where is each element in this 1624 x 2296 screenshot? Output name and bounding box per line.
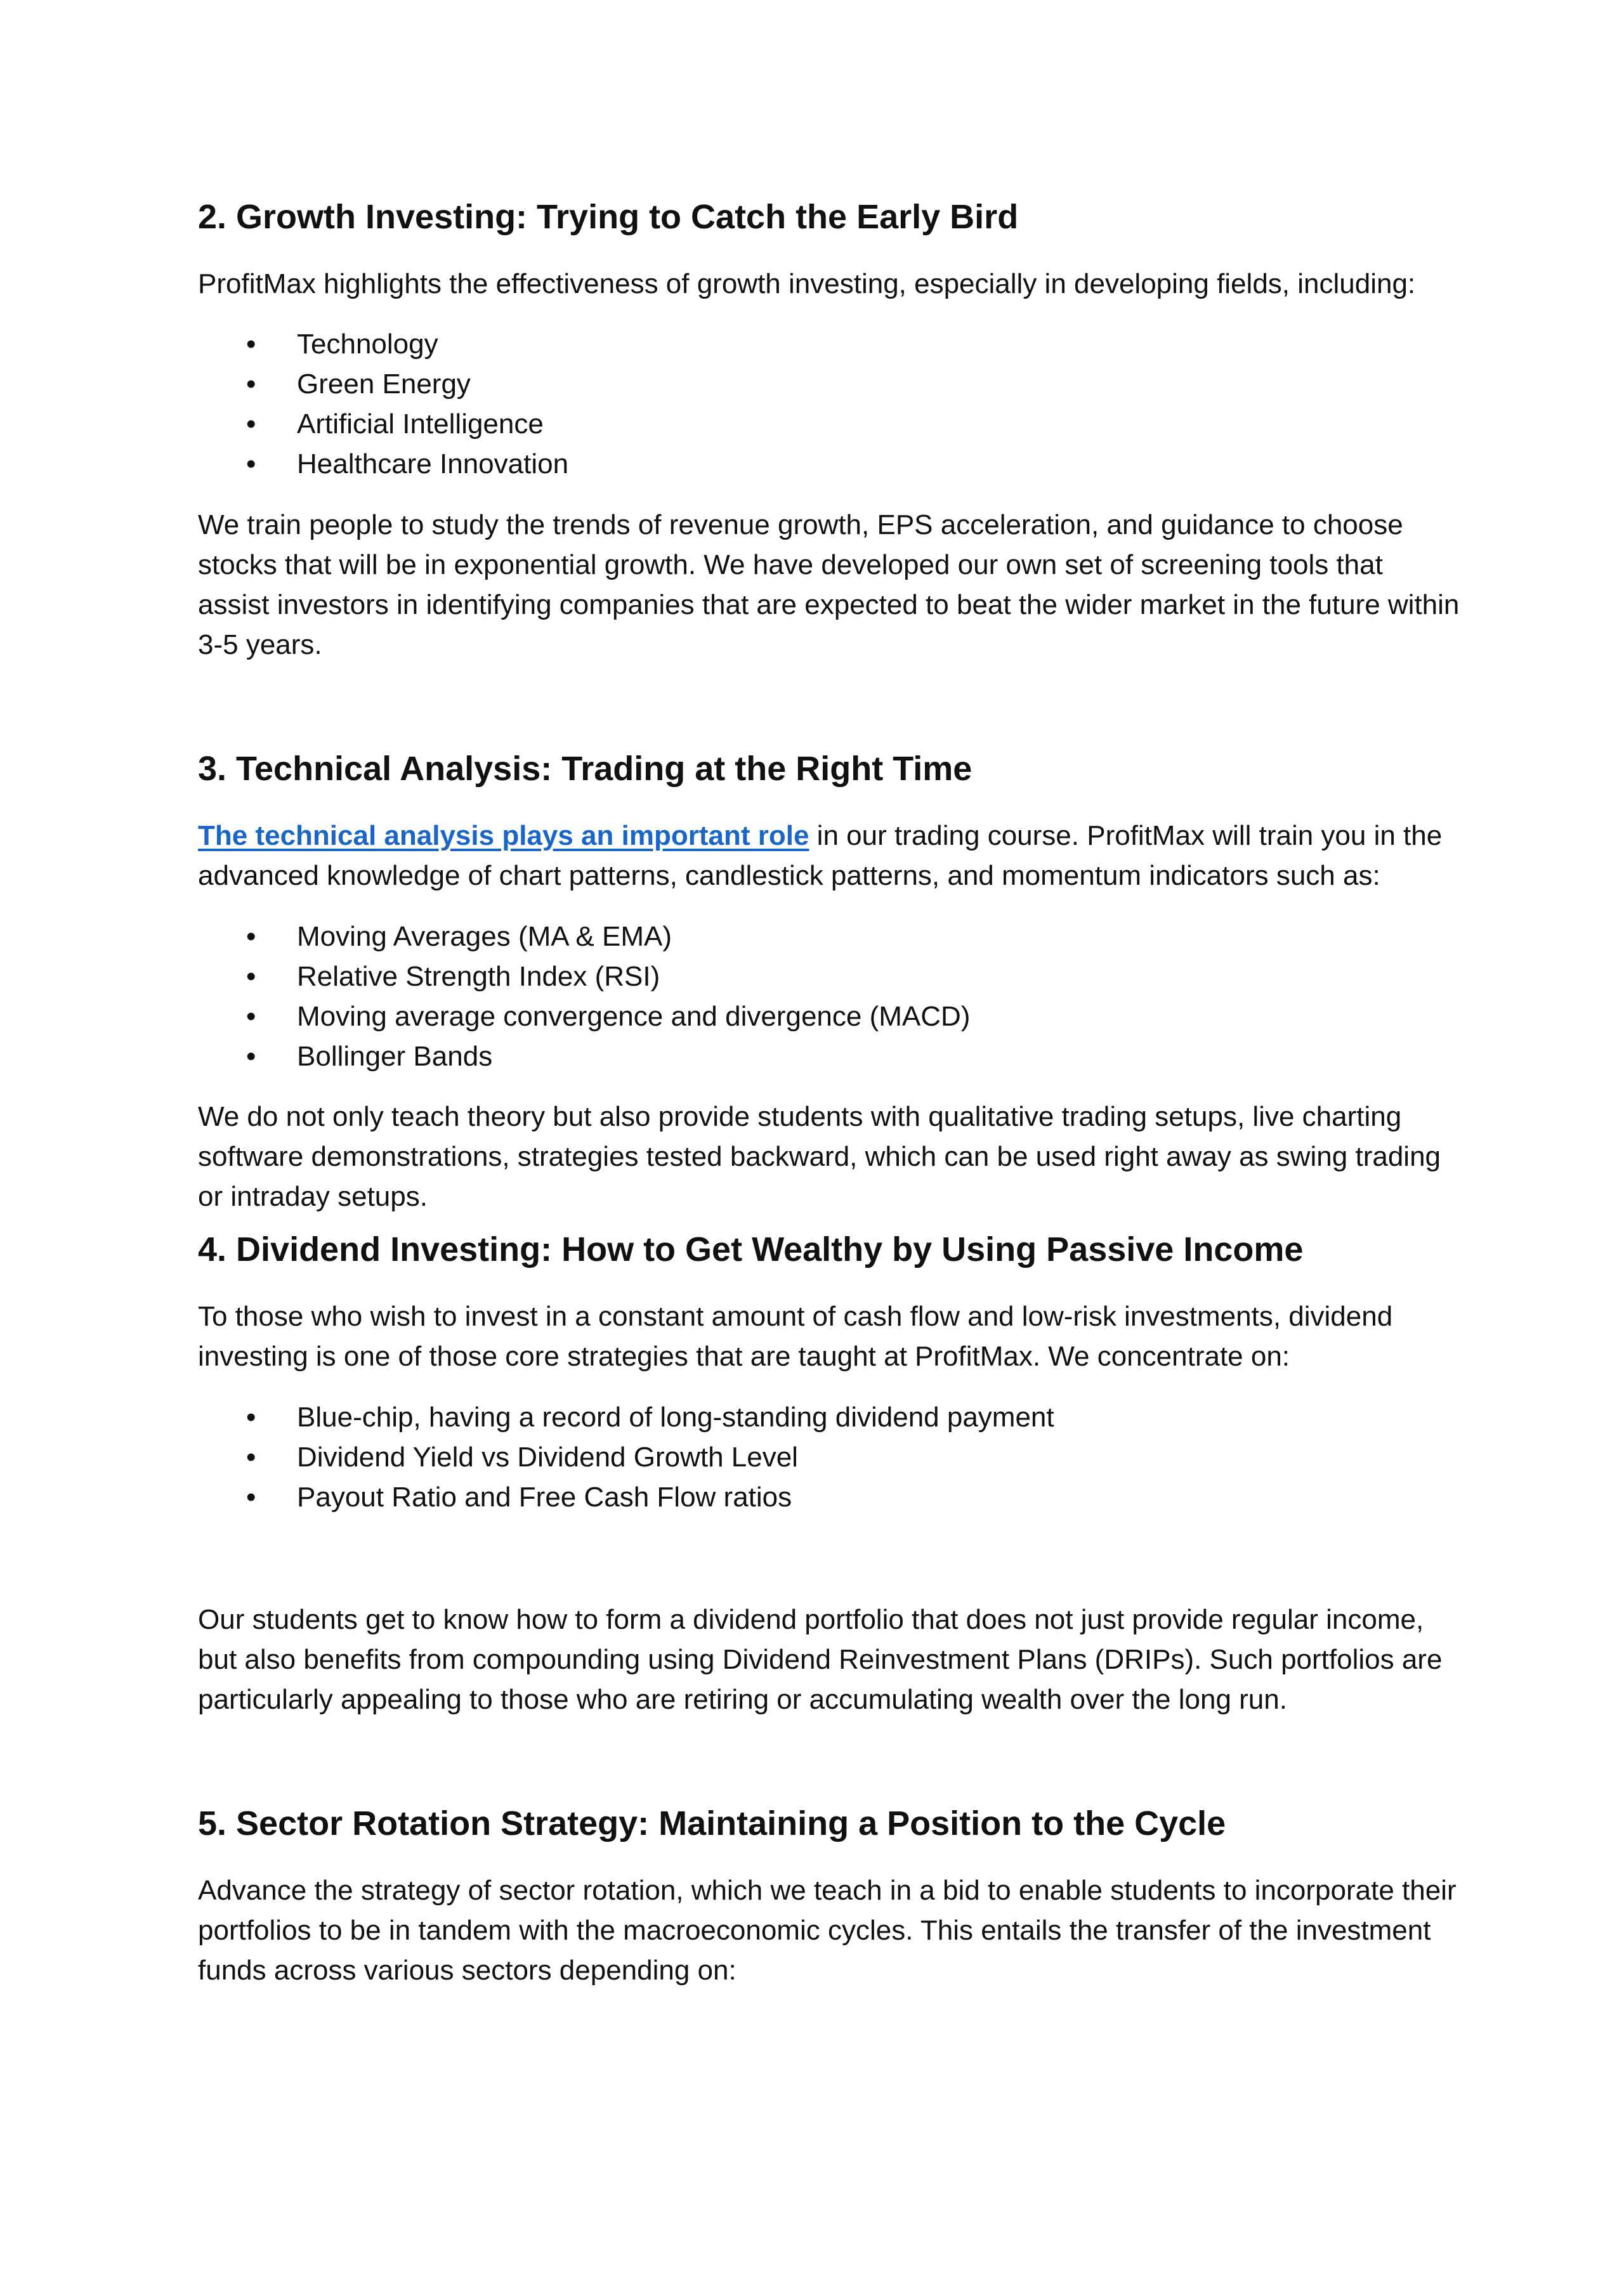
section-intro-dividend-investing: To those who wish to invest in a constant amount of cash flow and low-risk investments, dividend investing is one of those core strategies that are taught at ProfitMax. We concentrate on:: [198, 1301, 1393, 1372]
document-content: [198, 194, 1460, 1990]
section-body-growth-investing: We train people to study the trends of revenue growth, EPS acceleration, and guidance to choose stocks that will be in exponential growth. We have developed our own set of screening tools that assist investors in identifying companies that are expected to beat the wider market in the future within 3-5 years.: [198, 509, 1460, 660]
list-item: • Moving Averages (MA & EMA): [198, 916, 1460, 956]
list-item: • Relative Strength Index (RSI): [198, 956, 1460, 996]
list-item: • Bollinger Bands: [198, 1036, 1460, 1076]
section-heading-sector-rotation: 5. Sector Rotation Strategy: Maintaining a Position to the Cycle: [198, 1804, 1226, 1843]
list-item: • Green Energy: [198, 364, 1460, 404]
section-intro-growth-investing: ProfitMax highlights the effectiveness of growth investing, especially in developing fields, including:: [198, 268, 1416, 299]
list-item: • Payout Ratio and Free Cash Flow ratios: [198, 1477, 1460, 1517]
section-heading-technical-analysis: 3. Technical Analysis: Trading at the Right Time: [198, 750, 972, 788]
list-item: • Healthcare Innovation: [198, 444, 1460, 484]
bullet-list-indicators: [198, 916, 1460, 1076]
section-heading-dividend-investing: 4. Dividend Investing: How to Get Wealthy by Using Passive Income: [198, 1230, 1304, 1269]
section-body-technical-analysis: We do not only teach theory but also provide students with qualitative trading setups, live charting software demonstrations, strategies tested backward, which can be used right away as swing trading or intraday setups.: [198, 1101, 1441, 1212]
section-heading-growth-investing: 2. Growth Investing: Trying to Catch the Early Bird: [198, 198, 1019, 236]
list-item: • Moving average convergence and divergence (MACD): [198, 996, 1460, 1036]
bullet-list-growth-fields: [198, 324, 1460, 484]
section-intro-sector-rotation: Advance the strategy of sector rotation, which we teach in a bid to enable students to incorporate their portfolios to be in tandem with the macroeconomic cycles. This entails the transfer of the investment funds across various sectors depending on:: [198, 1875, 1457, 1986]
list-item: • Artificial Intelligence: [198, 404, 1460, 444]
bullet-list-dividend-focus: [198, 1397, 1460, 1517]
section-intro-technical-analysis: [198, 816, 1460, 896]
list-item: • Blue-chip, having a record of long-standing dividend payment: [198, 1397, 1460, 1437]
section-intro-text: in our trading course. ProfitMax will train you in the advanced knowledge of chart patterns, candlestick patterns, and momentum indicators such as:: [198, 820, 1443, 891]
list-item: • Dividend Yield vs Dividend Growth Level: [198, 1437, 1460, 1477]
list-item: • Technology: [198, 324, 1460, 364]
technical-analysis-link[interactable]: The technical analysis plays an important role: [198, 820, 809, 851]
section-body-dividend-investing: Our students get to know how to form a dividend portfolio that does not just provide regular income, but also benefits from compounding using Dividend Reinvestment Plans (DRIPs). Such portfolios are particularly appealing to those who are retiring or accumulating wealth over the long run.: [198, 1604, 1443, 1715]
